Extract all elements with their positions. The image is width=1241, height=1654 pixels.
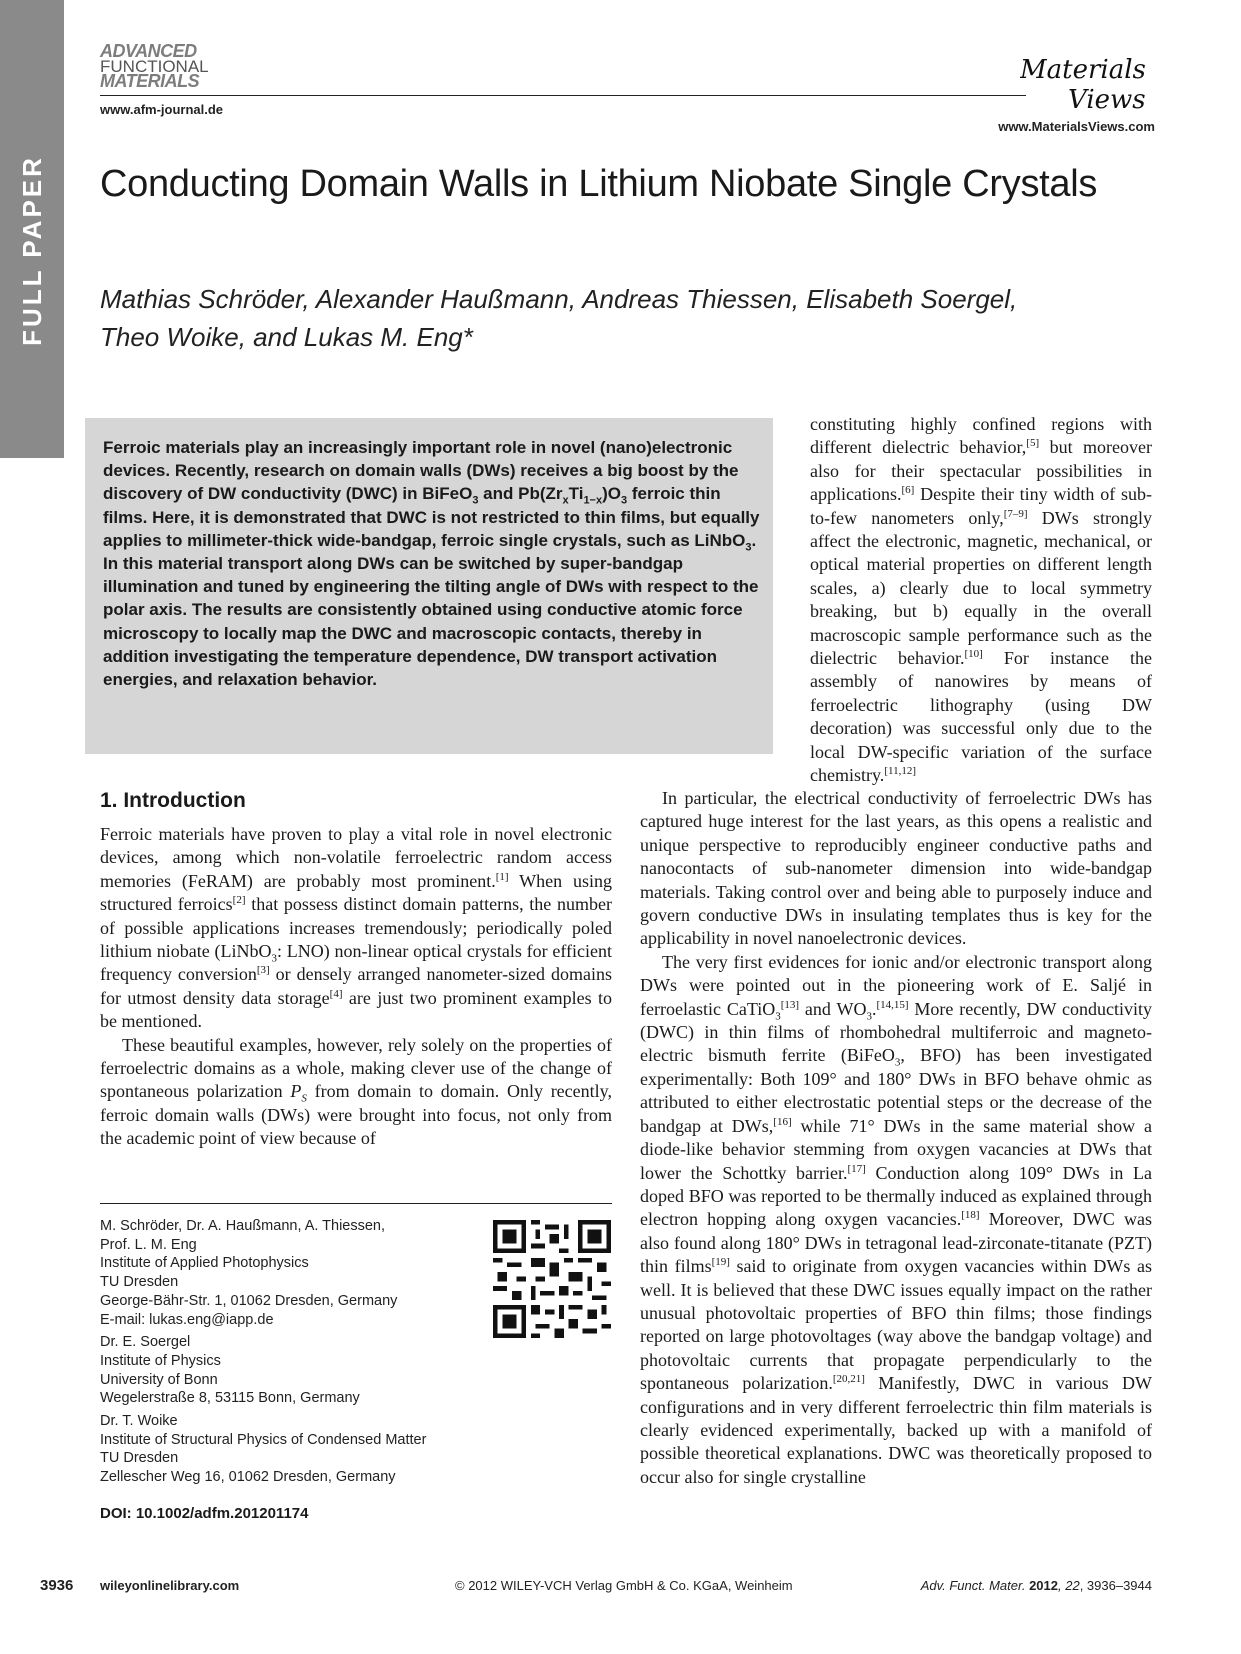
left-column-text [100, 823, 612, 1151]
copyright: © 2012 WILEY-VCH Verlag GmbH & Co. KGaA, Weinheim [455, 1578, 793, 1593]
journal-url[interactable]: www.afm-journal.de [100, 102, 224, 117]
journal-logo-line1: ADVANCED [100, 41, 197, 61]
paragraph: Ferroic materials have proven to play a vital role in novel electronic devices, among which non-volatile ferroelectric random access memories (FeRAM) are probably most prominent.[1] When using structured ferroics[2] that possess distinct domain patterns, the number of possible applications increases tremendously; periodically poled lithium niobate (LiNbO$_3$: LNO) non-linear optical crystals for efficient frequency conversion[3] or densely arranged nanometer-sized domains for utmost density data storage[4] are just two prominent examples to be mentioned. [100, 824, 613, 1032]
publisher-url[interactable]: www.MaterialsViews.com [998, 119, 1155, 134]
article-title: Conducting Domain Walls in Lithium Niobate Single Crystals [100, 163, 1098, 205]
email-link[interactable]: E-mail: lukas.eng@iapp.de [100, 1311, 274, 1328]
header-rule [100, 95, 1026, 96]
affiliations [100, 1217, 520, 1491]
authors-line1: Mathias Schröder, Alexander Haußmann, Andreas Thiessen, Elisabeth Soergel, [100, 284, 1018, 314]
publisher-logo [1020, 52, 1160, 114]
footer-site-link[interactable]: wileyonlinelibrary.com [100, 1578, 240, 1593]
journal-logo-line2: FUNCTIONAL [100, 57, 209, 76]
side-tab-label: FULL PAPER [16, 154, 47, 346]
paragraph: These beautiful examples, however, rely solely on the properties of ferroelectric domains as a whole, making clever use of the change of spontaneous polarization $P_S$ from domain to domain. Only recently, ferroic domain walls (DWs) were brought into focus, not only from the academic point of view because of [100, 1034, 612, 1149]
page-footer [40, 1577, 1152, 1597]
affiliation-group-3: Dr. T. Woike Institute of Structural Physics of Condensed Matter TU Dresden Zellescher Weg 16, 01062 Dresden, Germany [100, 1413, 427, 1486]
paragraph: In particular, the electrical conductivity of ferroelectric DWs has captured huge interest for the last years, as this opens a realistic and unique perspective to reproducibly engineer conductive paths and nanocontacts of sub-nanometer dimension into wide-bandgap materials. Taking control over and being able to purposely induce and govern conductive DWs in insulating templates thus is key for the applicability in novel nanoelectronic devices. [640, 788, 1152, 949]
authors-line2: Theo Woike, and Lukas M. Eng* [100, 322, 473, 352]
abstract-text: Ferroic materials play an increasingly important role in novel (nano)electronic devices. Recently, research on domain walls (DWs) receives a big boost by the discovery of DW conductivity (DWC) in BiFeO$_3$ and $Pb(Zr_xTi_{1-x})O_3$ ferroic thin films. Here, it is demonstrated that DWC is not restricted to thin films, but equally applies to millimeter-thick wide-bandgap, ferroic single crystals, such as LiNbO$_3$. In this material transport along DWs can be switched by super-bandgap illumination and tuned by engineering the tilting angle of DWs with respect to the polar axis. The results are consistently obtained using conductive atomic force microscopy to locally map the DWC and macroscopic contacts, thereby in addition investigating the temperature dependence, DW transport activation energies, and relaxation behavior. [103, 438, 760, 690]
journal-logo-line3: MATERIALS [100, 71, 200, 91]
side-tab-label-wrap [0, 154, 64, 346]
right-column-top-text: constituting highly confined regions with different dielectric behavior,[5] but moreover also for their spectacular possibilities in applications.[6] Despite their tiny width of sub-to-few nanometers only,[7–9] DWs strongly affect the electronic, magnetic, mechanical, or optical material properties on different length scales, a) clearly due to local symmetry breaking, but b) equally in the overall macroscopic sample performance such as the dielectric behavior.[10] For instance the assembly of nanowires by means of ferroelectric lithography (using DW decoration) was successful only due to the local DW-specific variation of the surface chemistry.[11,12] [810, 414, 1153, 786]
right-column-text [640, 787, 1152, 1489]
authors [100, 280, 1120, 356]
paragraph: The very first evidences for ionic and/or electronic transport along DWs were pointed out in the pioneering work of E. Saljé in ferroelastic CaTiO$_3$[13] and $WO_3.[14,15]$ More recently, DW conductivity (DWC) in thin films of rhombohedral multiferroic and magneto-electric bismuth ferrite (BiFeO$_3$, BFO) has been investigated experimentally: Both 109° and 180° DWs in BFO behave ohmic as attributed to either electrostatic potential steps or the decrease of the bandgap at DWs,[16] while 71° DWs in the same material show a diode-like behavior stemming from oxygen vacancies at DWs that lower the Schottky barrier.[17] Conduction along 109° DWs in La doped BFO was reported to be thermally induced as explained through electron hopping along oxygen vacancies.[18] Moreover, DWC was also found along 180° DWs in tetragonal lead-zirconate-titanate (PZT) thin films[19] said to originate from oxygen vacancies within DWs as well. It is believed that these DWC issues equally impact on the rather unusual photovoltaic properties of BFO thin films; those findings reported on large photovoltages (way above the bandgap voltage) and photovoltaic currents that propagate perpendicularly to the spontaneous polarization.[20,21] Manifestly, DWC in various DW configurations and in very different ferroelectric thin film materials is clearly evidenced experimentally, backed up with a manifold of possible theoretical explanations. DWC was theoretically proposed to occur also for single crystalline [640, 951, 1152, 1487]
qr-code-icon [493, 1220, 611, 1338]
affiliation-group-2: Dr. E. Soergel Institute of Physics University of Bonn Wegelerstraße 8, 53115 Bonn, Germany [100, 1334, 360, 1407]
section-heading-introduction: 1. Introduction [100, 789, 246, 812]
publisher-logo-line2: Views [1068, 85, 1146, 114]
publisher-logo-line1: Materials [1020, 55, 1146, 85]
affiliation-group-1: M. Schröder, Dr. A. Haußmann, A. Thiessen, Prof. L. M. Eng Institute of Applied Photophysics TU Dresden George-Bähr-Str. 1, 01062 Dresden, Germany E-mail: lukas.eng@iapp.de [100, 1217, 520, 1329]
citation: Adv. Funct. Mater. 2012, 22, 3936–3944 [920, 1578, 1152, 1593]
doi[interactable]: DOI: 10.1002/adfm.201201174 [100, 1505, 309, 1522]
page-number: 3936 [40, 1577, 74, 1594]
affiliation-rule [100, 1203, 612, 1204]
journal-logo [100, 41, 230, 91]
